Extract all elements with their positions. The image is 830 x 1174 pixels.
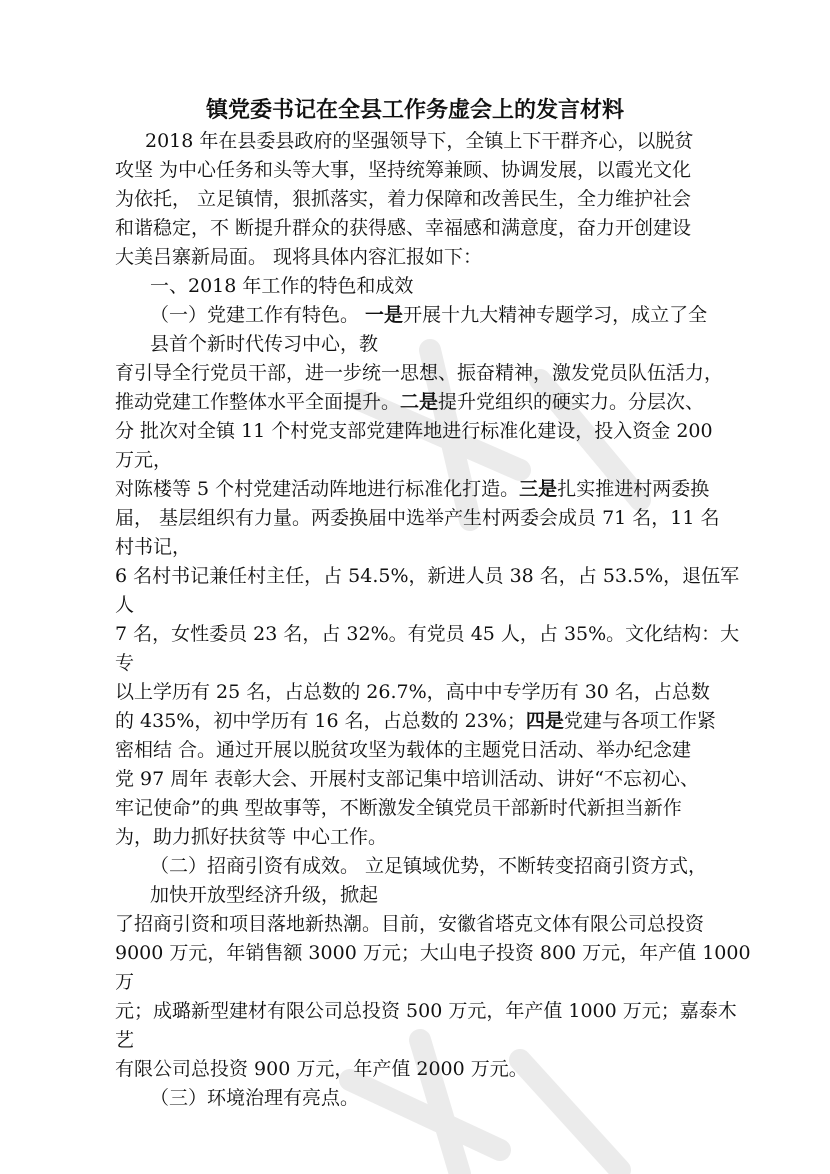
text-run: 扎实推进村两委换 xyxy=(557,478,710,500)
body-line: 县首个新时代传习中心，教 xyxy=(150,333,379,355)
emphasis: 三是 xyxy=(519,478,558,500)
body-line xyxy=(115,476,709,502)
body-line: 届， 基层组织有力量。两委换届中选举产生村两委会成员 71 名，11 名 xyxy=(115,507,720,529)
text-run: 对陈楼等 5 个村党建活动阵地进行标准化打造。 xyxy=(115,478,520,500)
body-line: 万 xyxy=(115,971,135,993)
body-line: 大美吕寨新局面。 现将具体内容汇报如下： xyxy=(115,246,483,268)
body-line: 攻坚 为中心任务和头等大事，坚持统筹兼顾、协调发展，以霞光文化 xyxy=(115,159,692,181)
subsection-heading xyxy=(150,302,707,328)
body-line: 艺 xyxy=(115,1029,135,1051)
body-line: 和谐稳定，不 断提升群众的获得感、幸福感和满意度，奋力开创建设 xyxy=(115,217,692,239)
text-run: （一）党建工作有特色。 xyxy=(150,304,366,326)
body-line: 了招商引资和项目落地新热潮。目前，安徽省塔克文体有限公司总投资 xyxy=(115,913,705,935)
body-line: 7 名，女性委员 23 名，占 32%。有党员 45 人，占 35%。文化结构：大 xyxy=(115,623,740,645)
emphasis: 一是 xyxy=(365,304,404,326)
body-line: 为，助力抓好扶贫等 中心工作。 xyxy=(115,826,388,848)
text-run: 推动党建工作整体水平全面提升。 xyxy=(115,391,401,413)
body-line: 密相结 合。通过开展以脱贫攻坚为载体的主题党日活动、举办纪念建 xyxy=(115,739,692,761)
body-line: 万元， xyxy=(115,449,173,471)
body-line: 人 xyxy=(115,594,135,616)
text-run: 提升党组织的硬实力。分层次、 xyxy=(438,391,705,413)
body-line: 育引导全行党员干部，进一步统一思想、振奋精神，激发党员队伍活力， xyxy=(115,362,724,384)
section-heading: 一、2018 年工作的特色和成效 xyxy=(150,275,414,297)
body-line: 为依托， 立足镇情，狠抓落实，着力保障和改善民生，全力维护社会 xyxy=(115,188,692,210)
body-line: 专 xyxy=(115,652,135,674)
body-line: 以上学历有 25 名，占总数的 26.7%，高中中专学历有 30 名，占总数 xyxy=(115,681,710,703)
text-run: 开展十九大精神专题学习，成立了全 xyxy=(403,304,708,326)
body-line: 6 名村书记兼任村主任，占 54.5%，新进人员 38 名，占 53.5%，退伍军 xyxy=(115,565,740,587)
body-line: 分 批次对全镇 11 个村党支部党建阵地进行标准化建设，投入资金 200 xyxy=(115,420,713,442)
body-line: 牢记使命”的典 型故事等，不断激发全镇党员干部新时代新担当新作 xyxy=(115,797,682,819)
subsection-heading: （三）环境治理有亮点。 xyxy=(150,1087,360,1109)
text-run: 党建与各项工作紧 xyxy=(563,710,716,732)
body-line xyxy=(115,389,704,415)
subsection-heading: （二）招商引资有成效。 立足镇域优势，不断转变招商引资方式， xyxy=(150,855,708,877)
body-line: 党 97 周年 表彰大会、开展村支部记集中培训活动、讲好“不忘初心、 xyxy=(115,768,700,790)
body-line: 村书记， xyxy=(115,536,192,558)
body-line: 2018 年在县委县政府的坚强领导下，全镇上下干群齐心，以脱贫 xyxy=(145,130,694,152)
page-title: 镇党委书记在全县工作务虚会上的发言材料 xyxy=(205,97,624,123)
emphasis: 四是 xyxy=(525,710,564,732)
body-line: 加快开放型经济升级，掀起 xyxy=(150,884,379,906)
body-line xyxy=(115,708,716,734)
body-line: 9000 万元，年销售额 3000 万元；大山电子投资 800 万元，年产值 1000 xyxy=(115,942,751,964)
body-line: 有限公司总投资 900 万元，年产值 2000 万元。 xyxy=(115,1058,528,1080)
text-run: 的 435%，初中学历有 16 名，占总数的 23%； xyxy=(115,710,526,732)
emphasis: 二是 xyxy=(400,391,439,413)
body-line: 元；成璐新型建材有限公司总投资 500 万元，年产值 1000 万元；嘉泰木 xyxy=(115,1000,737,1022)
